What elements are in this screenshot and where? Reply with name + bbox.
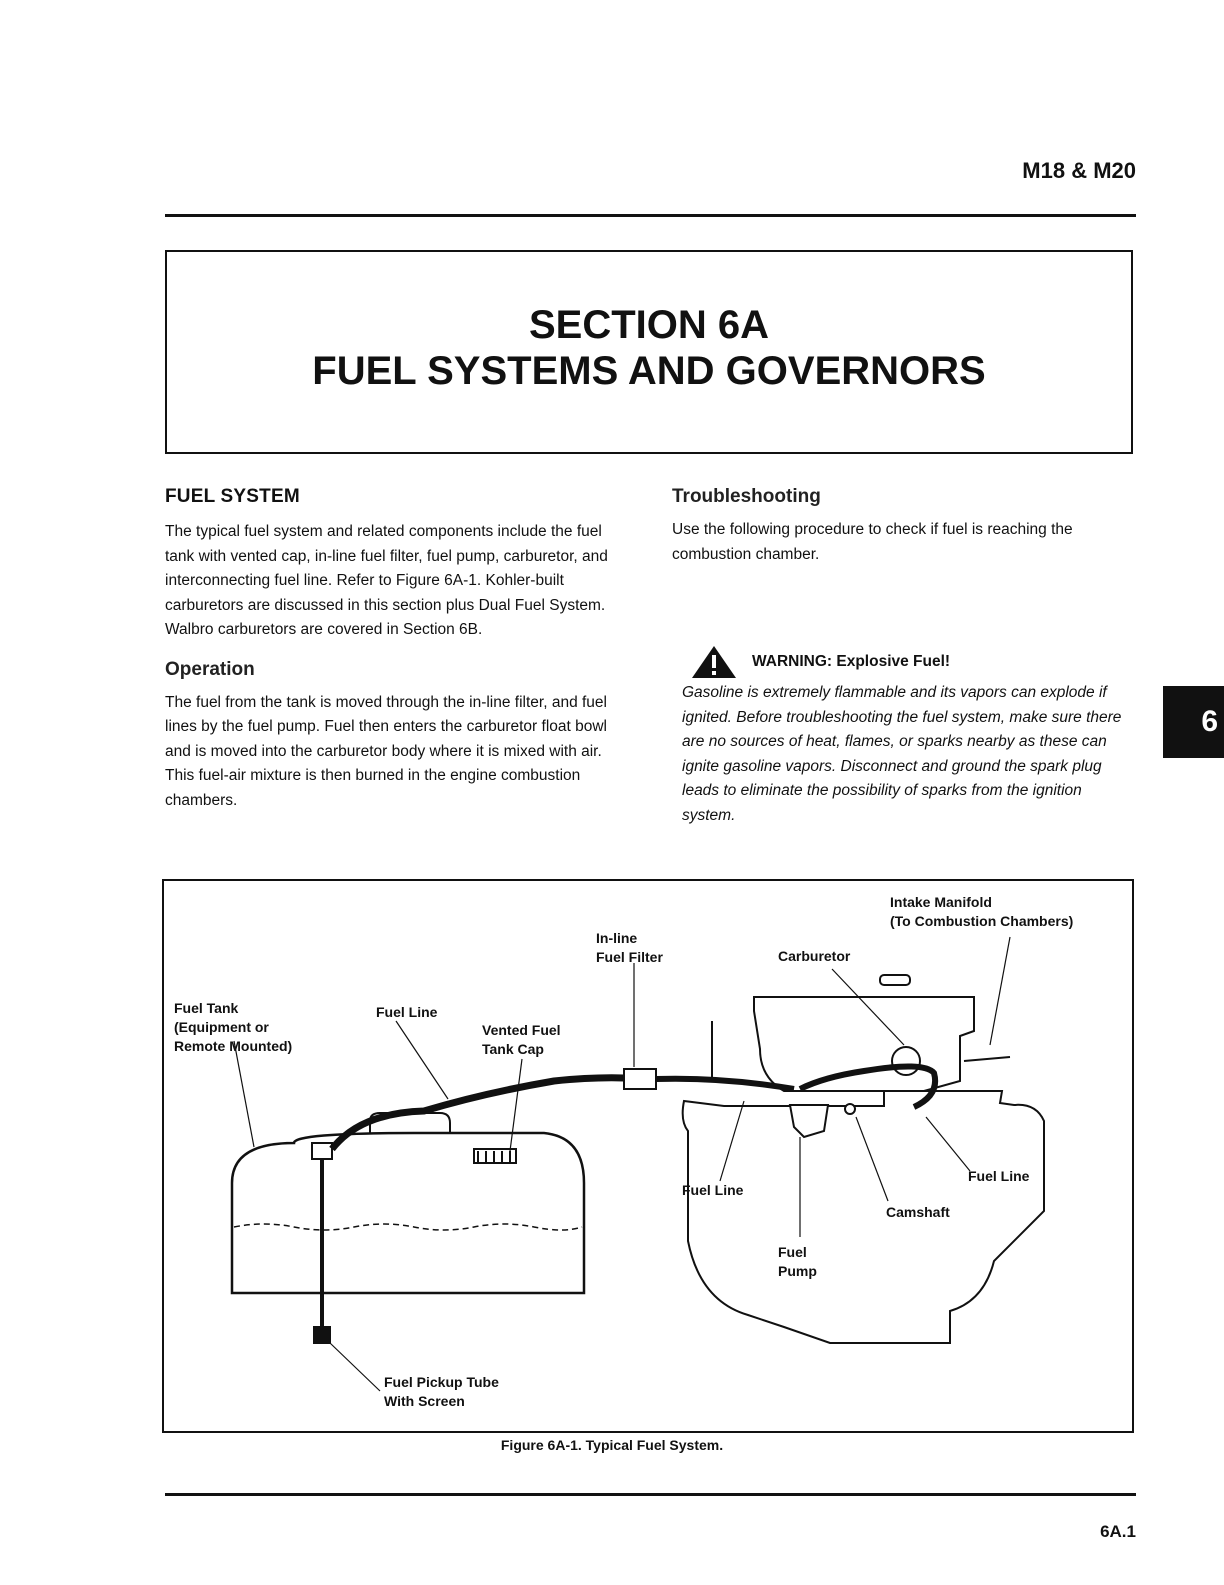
label-intake-manifold	[890, 893, 1073, 931]
label-fuel-line-c: Fuel Line	[968, 1168, 1030, 1184]
figure-caption: Figure 6A-1. Typical Fuel System.	[500, 1437, 724, 1453]
operation-text: The fuel from the tank is moved through the in-line filter, and fuel lines by the fuel pump. Fuel then enters the carburetor float bowl and is moved into the carburetor body where it is mixed with air. This fuel-air mixture is then burned in the engine combustion chambers.	[165, 693, 607, 809]
left-column	[165, 486, 615, 813]
intake-label-line2: (To Combustion Chambers)	[890, 913, 1074, 929]
fuel-tank-outline	[232, 1133, 584, 1293]
warning-text: Gasoline is extremely flammable and its vapors can explode if ignited. Before troubleshooting the fuel system, make sure there are no sources of heat, flames, or sparks nearby as these can ignite gasoline vapors. Disconnect and ground the spark plug leads to eliminate the possibility of sparks from the ignition system.	[682, 684, 1122, 824]
fuel-pump	[790, 1105, 828, 1137]
fuel-system-intro: The typical fuel system and related components include the fuel tank with vented cap, in-line fuel filter, fuel pump, carburetor, and interconnecting fuel line. Refer to Figure 6A-1. Kohler-built carburetors are discussed in this section plus Dual Fuel System. Walbro carburetors are covered in Section 6B.	[165, 523, 608, 638]
label-pickup-tube	[384, 1373, 499, 1411]
label-fuel-line-b: Fuel Line	[682, 1182, 744, 1198]
warning-title: WARNING: Explosive Fuel!	[752, 653, 951, 670]
label-inline-filter	[596, 929, 663, 967]
right-column	[672, 486, 1122, 828]
label-camshaft: Camshaft	[886, 1204, 950, 1220]
pump-label-line1: Fuel	[778, 1244, 807, 1260]
label-carburetor: Carburetor	[778, 948, 851, 964]
inline-filter	[624, 1069, 656, 1089]
filter-label-line2: Fuel Filter	[596, 949, 663, 965]
tank-label-line3: Remote Mounted)	[174, 1038, 293, 1054]
warning-triangle-icon	[690, 645, 738, 679]
tank-fitting	[312, 1143, 332, 1159]
tank-label-line2: (Equipment or	[174, 1019, 269, 1035]
label-tank-cap	[482, 1021, 561, 1059]
model-header: M18 & M20	[1022, 158, 1136, 183]
pump-label-line2: Pump	[778, 1263, 817, 1279]
cap-label-line2: Tank Cap	[482, 1041, 544, 1057]
pickup-label-line2: With Screen	[384, 1393, 465, 1409]
bottom-rule	[165, 1493, 1136, 1496]
label-fuel-pump	[778, 1243, 817, 1281]
fuel-level	[234, 1224, 582, 1230]
fuel-system-heading: FUEL SYSTEM	[165, 486, 300, 507]
fuel-system-figure	[162, 879, 1134, 1433]
pickup-label-line1: Fuel Pickup Tube	[384, 1374, 499, 1390]
tank-label-line1: Fuel Tank	[174, 1000, 239, 1016]
label-fuel-line-a: Fuel Line	[376, 1004, 438, 1020]
label-fuel-tank	[174, 999, 292, 1056]
cap-label-line1: Vented Fuel	[482, 1022, 561, 1038]
engine-block	[683, 1091, 1044, 1343]
section-tab: 6	[1163, 686, 1224, 758]
warning-header	[672, 645, 1122, 679]
carburetor	[892, 1047, 920, 1075]
pickup-screen	[314, 1327, 330, 1343]
section-number: SECTION 6A	[528, 303, 770, 347]
section-title-box	[165, 250, 1133, 454]
top-rule	[165, 214, 1136, 217]
page-number: 6A.1	[1100, 1522, 1136, 1541]
troubleshooting-heading: Troubleshooting	[672, 486, 821, 507]
engine-shroud	[754, 997, 974, 1091]
troubleshooting-intro: Use the following procedure to check if fuel is reaching the combustion chamber.	[672, 521, 1073, 563]
operation-heading: Operation	[165, 658, 255, 680]
intake-label-line1: Intake Manifold	[890, 894, 992, 910]
filter-label-line1: In-line	[596, 930, 638, 946]
section-title: FUEL SYSTEMS AND GOVERNORS	[312, 349, 986, 393]
